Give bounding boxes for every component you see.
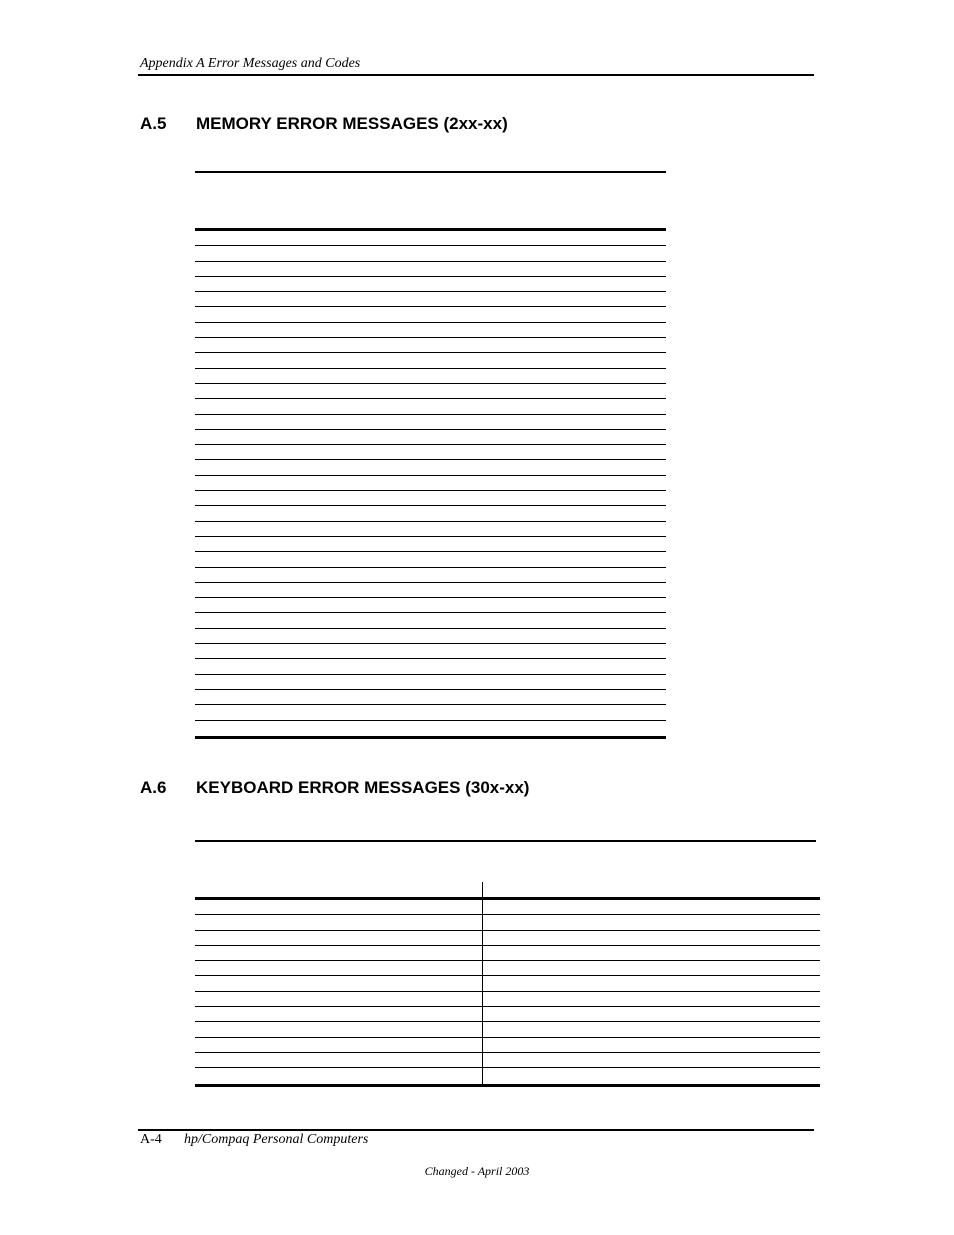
table-cell (195, 338, 666, 352)
table-cell (195, 246, 666, 260)
table-row (195, 231, 666, 246)
table-row (195, 1022, 820, 1037)
table-cell (195, 277, 666, 291)
table-row (195, 705, 666, 720)
table-cell (482, 1038, 820, 1052)
table-cell (195, 946, 482, 960)
table-cell (482, 961, 820, 975)
table-row (195, 690, 666, 705)
table-row (195, 568, 666, 583)
table-row (195, 307, 666, 322)
table-row (195, 415, 666, 430)
table-cell (195, 690, 666, 704)
table-caption-rule (195, 171, 666, 173)
header-rule (138, 74, 814, 76)
footer-rule (138, 1129, 814, 1131)
table-cell (195, 384, 666, 398)
section-a5-heading (140, 114, 508, 134)
page-number: A-4 (140, 1132, 162, 1147)
table-header-row (195, 213, 666, 231)
section-title: KEYBOARD ERROR MESSAGES (30x-xx) (196, 778, 530, 797)
table-cell (195, 353, 666, 367)
table-row (195, 583, 666, 598)
table-row (195, 598, 666, 613)
table-cell (482, 1007, 820, 1021)
table-row (195, 992, 820, 1007)
table-row (195, 1038, 820, 1053)
table-cell (195, 721, 666, 736)
table-row (195, 629, 666, 644)
table-caption-rule (195, 840, 816, 842)
table-cell (195, 323, 666, 337)
table-cell (195, 931, 482, 945)
section-number: A.6 (140, 778, 167, 797)
table-cell (195, 583, 666, 597)
table-row (195, 675, 666, 690)
footer-title: hp/Compaq Personal Computers (184, 1132, 369, 1147)
table-cell (482, 931, 820, 945)
table-cell (195, 445, 666, 459)
section-title: MEMORY ERROR MESSAGES (2xx-xx) (196, 114, 508, 133)
table-row (195, 384, 666, 399)
table-cell (482, 976, 820, 990)
table-cell (195, 307, 666, 321)
table-cell (482, 1068, 820, 1083)
memory-error-table (195, 213, 666, 739)
table-cell (195, 369, 666, 383)
table-row (195, 262, 666, 277)
table-cell (195, 629, 666, 643)
table-header-cell (195, 213, 666, 228)
table-row (195, 277, 666, 292)
table-cell (195, 506, 666, 520)
table-cell (482, 946, 820, 960)
table-cell (195, 552, 666, 566)
table-cell (482, 900, 820, 914)
table-cell (195, 613, 666, 627)
table-row (195, 644, 666, 659)
table-row (195, 721, 666, 736)
table-row (195, 476, 666, 491)
table-row (195, 292, 666, 307)
table-row (195, 491, 666, 506)
table-cell (195, 900, 482, 914)
running-header: Appendix A Error Messages and Codes (140, 56, 361, 71)
table-row (195, 506, 666, 521)
table-row (195, 900, 820, 915)
section-a6-heading (140, 778, 529, 798)
table-header-row (195, 882, 820, 900)
table-cell (195, 705, 666, 719)
table-cell (195, 262, 666, 276)
table-cell (195, 675, 666, 689)
table-cell (195, 1007, 482, 1021)
table-row (195, 552, 666, 567)
table-cell (195, 976, 482, 990)
table-cell (195, 231, 666, 245)
table-row (195, 613, 666, 628)
table-header-cell (195, 882, 482, 897)
table-cell (195, 537, 666, 551)
table-cell (482, 915, 820, 929)
table-row (195, 430, 666, 445)
table-cell (195, 430, 666, 444)
table-row (195, 1007, 820, 1022)
table-cell (195, 659, 666, 673)
table-row (195, 399, 666, 414)
table-cell (195, 992, 482, 1006)
table-cell (482, 1022, 820, 1036)
table-cell (195, 460, 666, 474)
table-row (195, 976, 820, 991)
table-cell (195, 1038, 482, 1052)
table-cell (195, 415, 666, 429)
table-row (195, 353, 666, 368)
table-row (195, 323, 666, 338)
table-cell (195, 1053, 482, 1067)
section-number: A.5 (140, 114, 167, 133)
table-row (195, 946, 820, 961)
table-cell (195, 961, 482, 975)
table-cell (482, 1053, 820, 1067)
table-row (195, 369, 666, 384)
table-cell (195, 568, 666, 582)
table-row (195, 522, 666, 537)
table-row (195, 931, 820, 946)
table-cell (195, 915, 482, 929)
table-row (195, 1068, 820, 1083)
table-row (195, 445, 666, 460)
table-cell (482, 992, 820, 1006)
table-cell (195, 491, 666, 505)
table-cell (195, 1068, 482, 1083)
table-row (195, 1053, 820, 1068)
table-row (195, 246, 666, 261)
table-cell (195, 292, 666, 306)
table-row (195, 338, 666, 353)
table-cell (195, 399, 666, 413)
keyboard-error-table (195, 882, 820, 1087)
table-cell (195, 476, 666, 490)
table-row (195, 659, 666, 674)
table-cell (195, 522, 666, 536)
table-row (195, 961, 820, 976)
table-cell (195, 1022, 482, 1036)
table-header-cell (482, 882, 820, 897)
table-cell (195, 644, 666, 658)
table-cell (195, 598, 666, 612)
revision-note: Changed - April 2003 (424, 1164, 530, 1178)
table-row (195, 537, 666, 552)
table-row (195, 915, 820, 930)
table-row (195, 460, 666, 475)
